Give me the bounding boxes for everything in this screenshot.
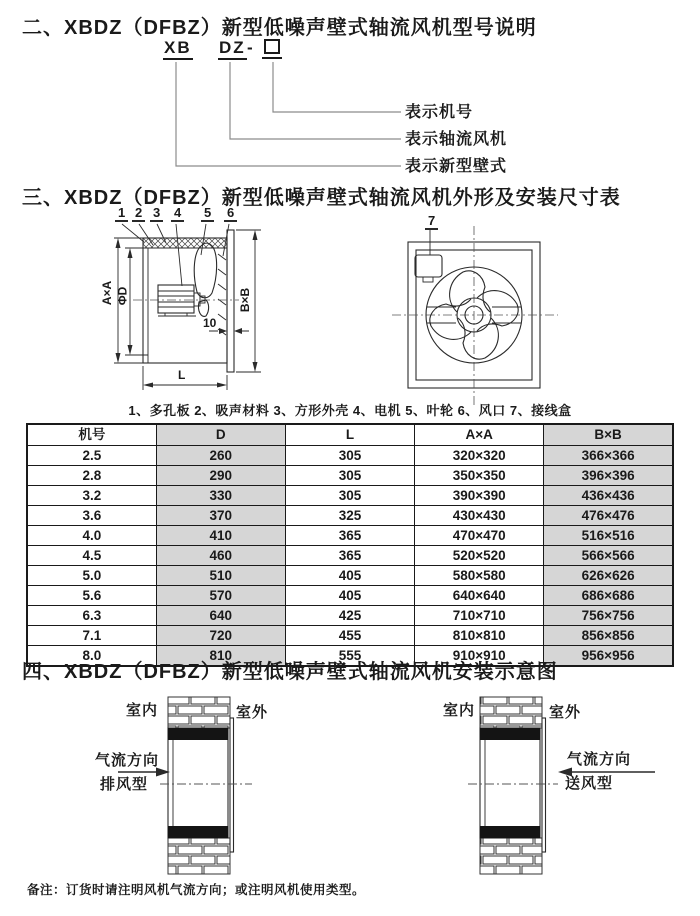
callout-axial-fan: 表示轴流风机 — [405, 131, 508, 148]
cell: 390×390 — [415, 486, 544, 506]
part-number-1: 1 — [115, 206, 128, 222]
cell: 3.6 — [27, 506, 156, 526]
part-number-2: 2 — [132, 206, 145, 222]
cell: 436×436 — [544, 486, 673, 506]
cell: 470×470 — [415, 526, 544, 546]
col-header-size: 机号 — [27, 424, 156, 446]
cell: 4.0 — [27, 526, 156, 546]
table-row — [27, 446, 673, 466]
cell: 5.0 — [27, 566, 156, 586]
front-view-diagram — [390, 210, 570, 410]
part-number-4: 4 — [171, 206, 184, 222]
cell: 640×640 — [415, 586, 544, 606]
label-indoor-left: 室内 — [126, 702, 159, 719]
cell: 566×566 — [544, 546, 673, 566]
col-header-axa: A×A — [415, 424, 544, 446]
cell: 7.1 — [27, 626, 156, 646]
table-row — [27, 606, 673, 626]
part-number-3: 3 — [150, 206, 163, 222]
cell: 350×350 — [415, 466, 544, 486]
part-number-7: 7 — [425, 214, 438, 230]
cell: 856×856 — [544, 626, 673, 646]
cell: 570 — [156, 586, 285, 606]
cell: 305 — [285, 446, 414, 466]
table-row — [27, 546, 673, 566]
cell: 626×626 — [544, 566, 673, 586]
cell: 290 — [156, 466, 285, 486]
section2-title: 二、XBDZ（DFBZ）新型低噪声壁式轴流风机型号说明 — [22, 17, 537, 39]
cell: 516×516 — [544, 526, 673, 546]
cell: 396×396 — [544, 466, 673, 486]
cell: 510 — [156, 566, 285, 586]
cell: 365 — [285, 546, 414, 566]
cell: 2.8 — [27, 466, 156, 486]
cell: 710×710 — [415, 606, 544, 626]
footnote: 备注：订货时请注明风机气流方向；或注明风机使用类型。 — [27, 883, 366, 897]
dim-label-10: 10 — [203, 316, 217, 330]
cell: 325 — [285, 506, 414, 526]
callout-wall-type: 表示新型壁式 — [405, 158, 508, 175]
cell: 8.0 — [27, 646, 156, 667]
cell: 4.5 — [27, 546, 156, 566]
supply-install-diagram — [430, 695, 670, 885]
model-code-xb: XB — [163, 38, 193, 60]
cell: 476×476 — [544, 506, 673, 526]
label-airflow-right: 气流方向 — [567, 751, 632, 768]
table-row — [27, 526, 673, 546]
cell: 555 — [285, 646, 414, 667]
cell: 6.3 — [27, 606, 156, 626]
label-indoor-right: 室内 — [443, 702, 476, 719]
dim-label-axa: A×A — [100, 280, 115, 306]
cell: 640 — [156, 606, 285, 626]
cell: 720 — [156, 626, 285, 646]
cell: 405 — [285, 586, 414, 606]
label-airflow-left: 气流方向 — [95, 752, 160, 769]
cell: 2.5 — [27, 446, 156, 466]
cell: 330 — [156, 486, 285, 506]
cell: 956×956 — [544, 646, 673, 667]
cell: 260 — [156, 446, 285, 466]
callout-fan-size: 表示机号 — [405, 104, 474, 121]
table-row — [27, 486, 673, 506]
cell: 580×580 — [415, 566, 544, 586]
label-outdoor-left: 室外 — [236, 704, 269, 721]
cell: 455 — [285, 626, 414, 646]
cell: 3.2 — [27, 486, 156, 506]
cell: 410 — [156, 526, 285, 546]
section3-title: 三、XBDZ（DFBZ）新型低噪声壁式轴流风机外形及安装尺寸表 — [22, 187, 621, 209]
exhaust-install-diagram — [60, 695, 270, 885]
cell: 430×430 — [415, 506, 544, 526]
label-supply-type: 送风型 — [565, 775, 614, 792]
dim-label-phid: ΦD — [115, 286, 130, 306]
part-number-6: 6 — [224, 206, 237, 222]
table-row — [27, 566, 673, 586]
section4-title: 四、XBDZ（DFBZ）新型低噪声壁式轴流风机安装示意图 — [22, 661, 558, 683]
cell: 460 — [156, 546, 285, 566]
label-exhaust-type: 排风型 — [100, 776, 149, 793]
cell: 366×366 — [544, 446, 673, 466]
table-row — [27, 586, 673, 606]
cell: 810×810 — [415, 626, 544, 646]
model-code-dz: DZ — [218, 38, 247, 60]
cell: 405 — [285, 566, 414, 586]
cell: 370 — [156, 506, 285, 526]
part-number-5: 5 — [201, 206, 214, 222]
cell: 520×520 — [415, 546, 544, 566]
model-callout-lines — [160, 55, 410, 175]
col-header-d: D — [156, 424, 285, 446]
dim-label-l: L — [178, 368, 186, 382]
cell: 365 — [285, 526, 414, 546]
label-outdoor-right: 室外 — [549, 704, 582, 721]
cell: 305 — [285, 466, 414, 486]
dimensions-table — [26, 423, 674, 667]
table-row — [27, 626, 673, 646]
cell: 5.6 — [27, 586, 156, 606]
cell: 756×756 — [544, 606, 673, 626]
model-code-dash: - — [247, 38, 253, 57]
cell: 686×686 — [544, 586, 673, 606]
cell: 305 — [285, 486, 414, 506]
parts-caption: 1、多孔板 2、吸声材料 3、方形外壳 4、电机 5、叶轮 6、风口 7、接线盒 — [128, 403, 572, 418]
col-header-bxb: B×B — [544, 424, 673, 446]
size-placeholder-icon — [264, 39, 280, 54]
table-header-row — [27, 424, 673, 446]
table-row — [27, 466, 673, 486]
cell: 910×910 — [415, 646, 544, 667]
table-row — [27, 506, 673, 526]
col-header-l: L — [285, 424, 414, 446]
cell: 810 — [156, 646, 285, 667]
cell: 425 — [285, 606, 414, 626]
dim-label-bxb: B×B — [238, 287, 253, 313]
cell: 320×320 — [415, 446, 544, 466]
